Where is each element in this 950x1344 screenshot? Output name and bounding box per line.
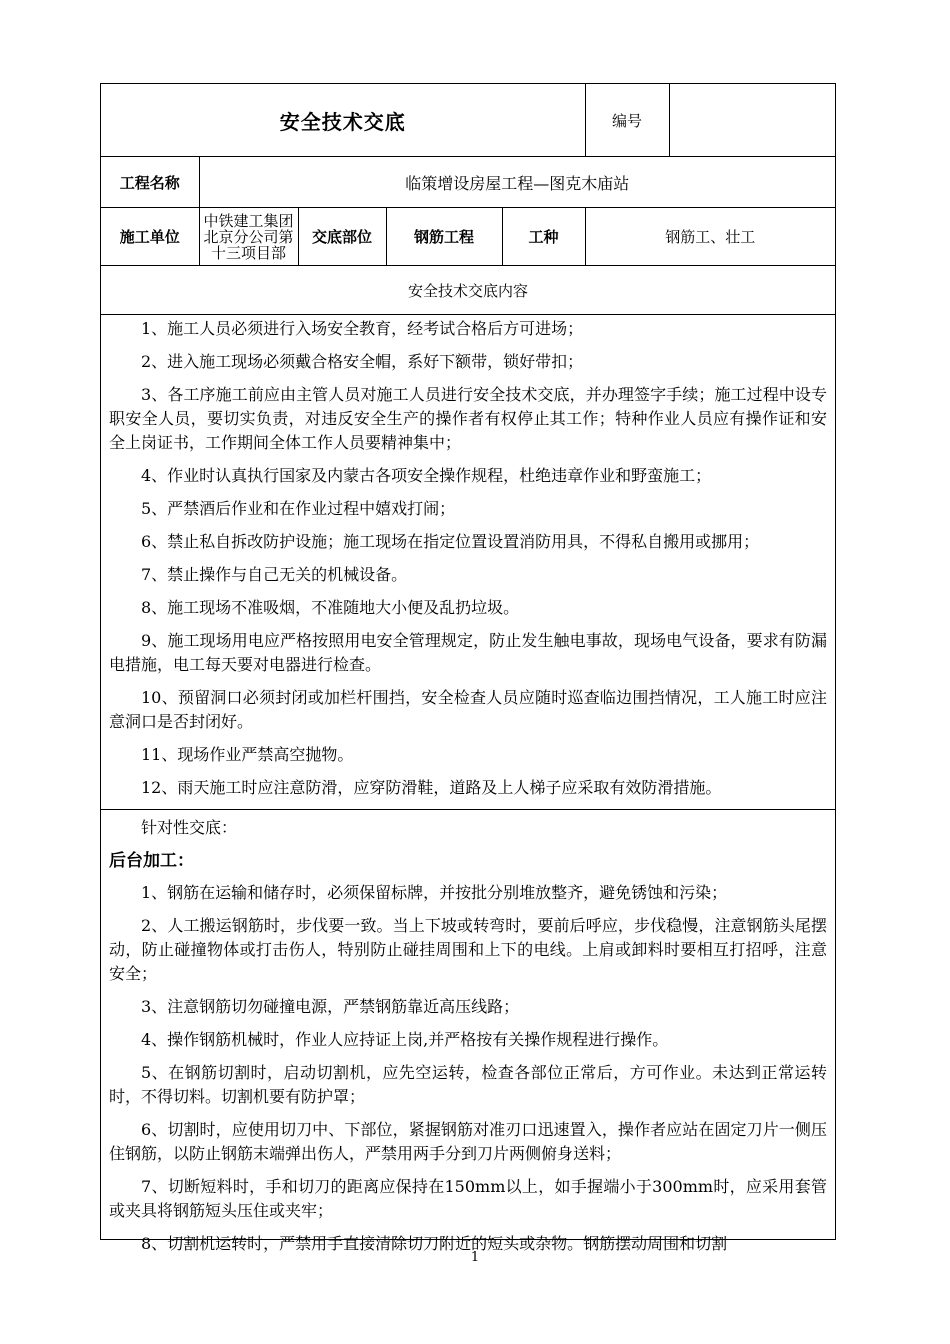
content-label: 安全技术交底内容 <box>101 266 835 315</box>
general-item: 9、施工现场用电应严格按照用电安全管理规定，防止发生触电事故，现场电气设备，要求有防漏电措施，电工每天要对电器进行检查。 <box>109 631 827 674</box>
processing-item: 6、切割时，应使用切刀中、下部位，紧握钢筋对准刃口迅速置入，操作者应站在固定刀片一侧压住钢筋，以防止钢筋末端弹出伤人，严禁用两手分到刀片两侧俯身送料； <box>109 1120 827 1163</box>
general-item: 4、作业时认真执行国家及内蒙古各项安全操作规程，杜绝违章作业和野蛮施工； <box>141 466 712 485</box>
targeted-section <box>101 809 835 1256</box>
safety-disclosure-form <box>100 83 836 1253</box>
general-item: 5、严禁酒后作业和在作业过程中嬉戏打闹； <box>141 499 456 518</box>
processing-item: 4、操作钢筋机械时，作业人应持证上岗,并严格按有关操作规程进行操作。 <box>141 1030 669 1049</box>
part-value: 钢筋工程 <box>386 208 502 266</box>
general-item: 10、预留洞口必须封闭或加栏杆围挡，安全检查人员应随时巡查临边围挡情况，工人施工时应注意洞口是否封闭好。 <box>109 688 827 731</box>
number-value <box>669 84 835 157</box>
processing-item: 1、钢筋在运输和储存时，必须保留标牌，并按批分别堆放整齐，避免锈蚀和污染； <box>141 883 728 902</box>
form-title: 安全技术交底 <box>101 84 585 157</box>
general-item: 11、现场作业严禁高空抛物。 <box>141 745 354 764</box>
number-label: 编号 <box>585 84 669 157</box>
processing-item: 7、切断短料时，手和切刀的距离应保持在150mm以上，如手握端小于300mm时，应采用套管或夹具将钢筋短头压住或夹牢； <box>109 1177 827 1220</box>
targeted-label: 针对性交底： <box>141 818 238 837</box>
processing-item: 5、在钢筋切割时，启动切割机，应先空运转，检查各部位正常后，方可作业。未达到正常运转时，不得切料。切割机要有防护罩； <box>109 1063 827 1106</box>
content-body <box>101 315 835 1256</box>
project-value: 临策增设房屋工程—图克木庙站 <box>199 157 835 208</box>
processing-item: 8、切割机运转时，严禁用手直接清除切刀附近的短头或杂物。钢筋摆动周围和切割 <box>141 1234 728 1253</box>
unit-value: 中铁建工集团北京分公司第十三项目部 <box>199 208 298 266</box>
page-number: 1 <box>470 1250 480 1265</box>
trade-value: 钢筋工、壮工 <box>585 208 835 266</box>
general-item: 3、各工序施工前应由主管人员对施工人员进行安全技术交底，并办理签字手续；施工过程中设专职安全人员，要切实负责，对违反安全生产的操作者有权停止其工作；特种作业人员应有操作证和安全上岗证书，工作期间全体工作人员要精神集中； <box>109 385 827 452</box>
general-item: 12、雨天施工时应注意防滑，应穿防滑鞋，道路及上人梯子应采取有效防滑措施。 <box>141 778 722 797</box>
unit-label: 施工单位 <box>101 208 199 266</box>
project-label: 工程名称 <box>101 157 199 208</box>
part-label: 交底部位 <box>298 208 386 266</box>
general-item: 7、禁止操作与自己无关的机械设备。 <box>141 565 408 584</box>
trade-label: 工种 <box>502 208 585 266</box>
general-item: 8、施工现场不准吸烟，不准随地大小便及乱扔垃圾。 <box>141 598 520 617</box>
header-table <box>101 84 835 315</box>
general-item: 1、施工人员必须进行入场安全教育，经考试合格后方可进场； <box>141 319 584 338</box>
processing-item: 2、人工搬运钢筋时，步伐要一致。当上下坡或转弯时，要前后呼应，步伐稳慢，注意钢筋头尾摆动，防止碰撞物体或打击伤人，特别防止碰挂周围和上下的电线。上肩或卸料时要相互打招呼，注意安全； <box>109 916 827 983</box>
section-title: 后台加工： <box>109 851 194 871</box>
general-item: 2、进入施工现场必须戴合格安全帽，系好下额带，锁好带扣； <box>141 352 584 371</box>
processing-item: 3、注意钢筋切勿碰撞电源，严禁钢筋靠近高压线路； <box>141 997 520 1016</box>
general-item: 6、禁止私自拆改防护设施；施工现场在指定位置设置消防用具，不得私自搬用或挪用； <box>141 532 760 551</box>
